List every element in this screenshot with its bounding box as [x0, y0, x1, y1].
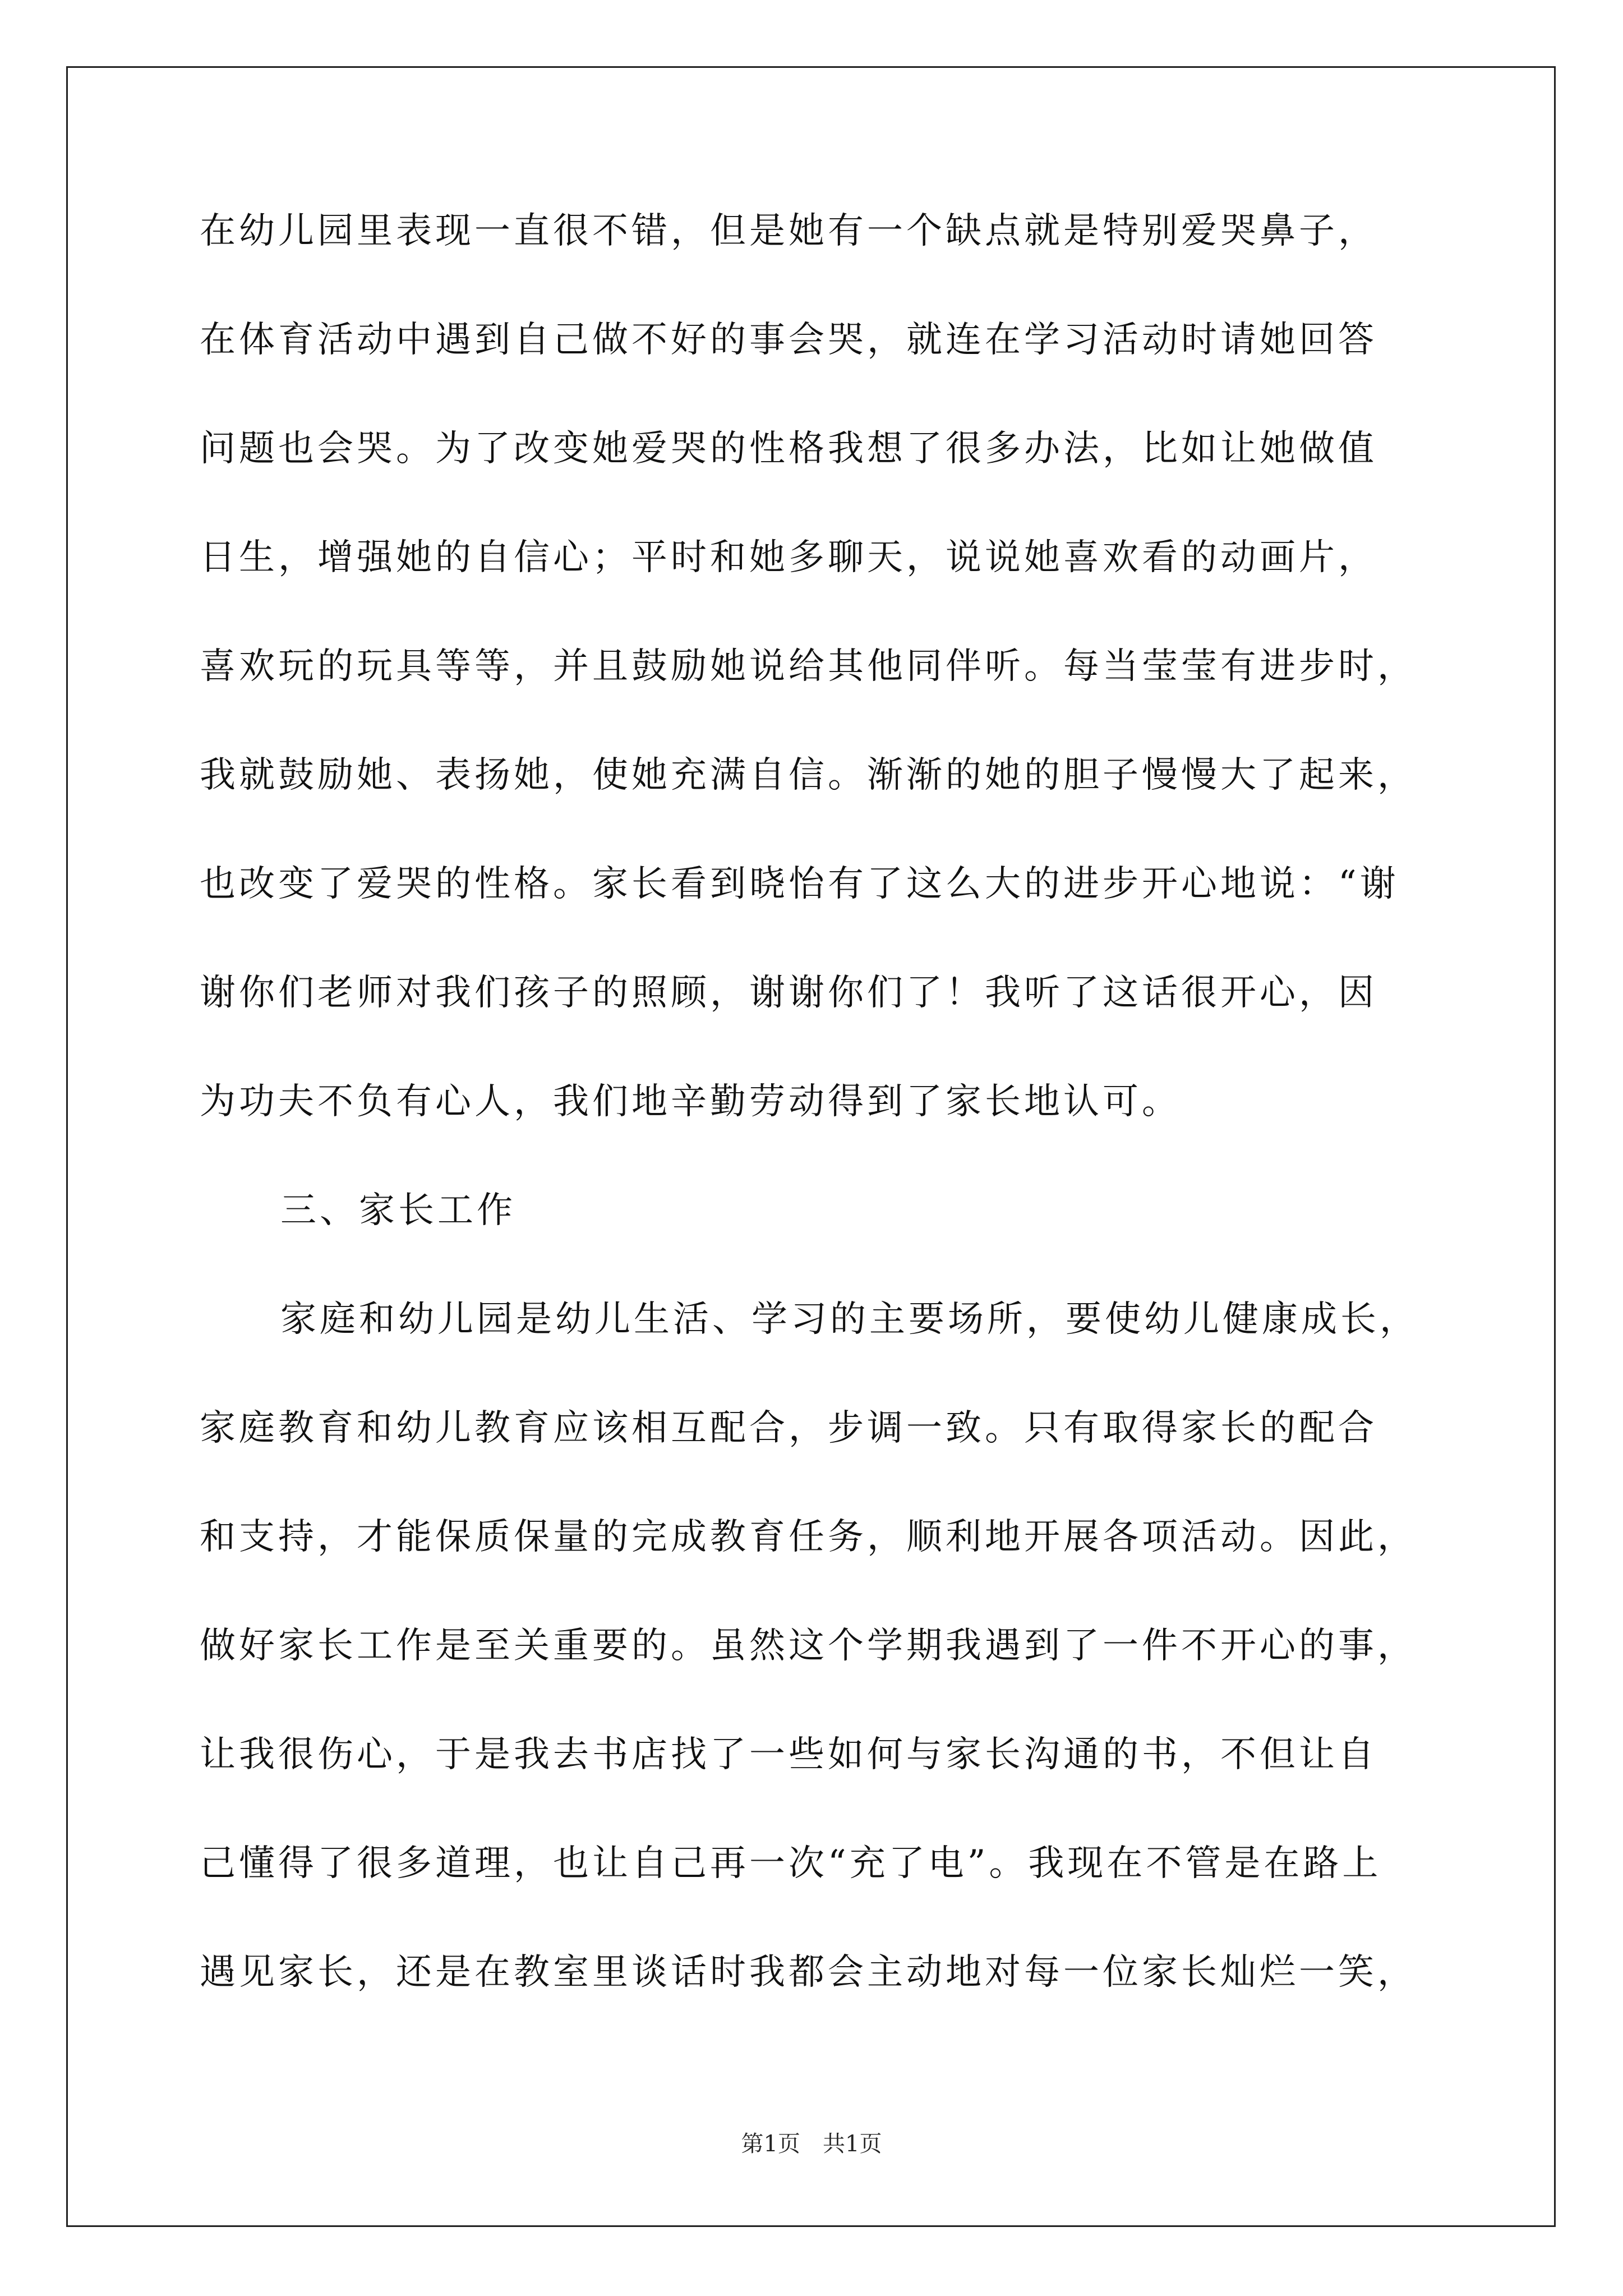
text-line: 在幼儿园里表现一直很不错，但是她有一个缺点就是特别爱哭鼻子，: [200, 210, 1377, 252]
text-line: 让我很伤心，于是我去书店找了一些如何与家长沟通的书，不但让自: [200, 1734, 1377, 1775]
text-line: 己懂得了很多道理，也让自己再一次“充了电”。我现在不管是在路上: [200, 1843, 1382, 1884]
section-heading: 三、家长工作: [280, 1190, 516, 1231]
text-line: 也改变了爱哭的性格。家长看到晓怡有了这么大的进步开心地说：“谢: [200, 863, 1399, 905]
text-line: 日生，增强她的自信心；平时和她多聊天，说说她喜欢看的动画片，: [200, 537, 1377, 578]
text-line: 问题也会哭。为了改变她爱哭的性格我想了很多办法，比如让她做值: [200, 428, 1377, 470]
text-line: 在体育活动中遇到自己做不好的事会哭，就连在学习活动时请她回答: [200, 319, 1377, 361]
text-line: 和支持，才能保质保量的完成教育任务，顺利地开展各项活动。因此，: [200, 1516, 1417, 1558]
text-line: 我就鼓励她、表扬她，使她充满自信。渐渐的她的胆子慢慢大了起来，: [200, 754, 1417, 796]
text-line: 家庭和幼儿园是幼儿生活、学习的主要场所，要使幼儿健康成长，: [280, 1299, 1419, 1340]
text-line: 为功夫不负有心人，我们地辛勤劳动得到了家长地认可。: [200, 1081, 1181, 1122]
page-footer: 第1页 共1页: [741, 2131, 882, 2157]
text-line: 谢你们老师对我们孩子的照顾，谢谢你们了！我听了这话很开心，因: [200, 972, 1377, 1014]
text-line: 喜欢玩的玩具等等，并且鼓励她说给其他同伴听。每当莹莹有进步时，: [200, 646, 1417, 687]
text-line: 遇见家长，还是在教室里谈话时我都会主动地对每一位家长灿烂一笑，: [200, 1952, 1417, 1993]
text-line: 做好家长工作是至关重要的。虽然这个学期我遇到了一件不开心的事，: [200, 1625, 1417, 1667]
text-line: 家庭教育和幼儿教育应该相互配合，步调一致。只有取得家长的配合: [200, 1407, 1377, 1449]
